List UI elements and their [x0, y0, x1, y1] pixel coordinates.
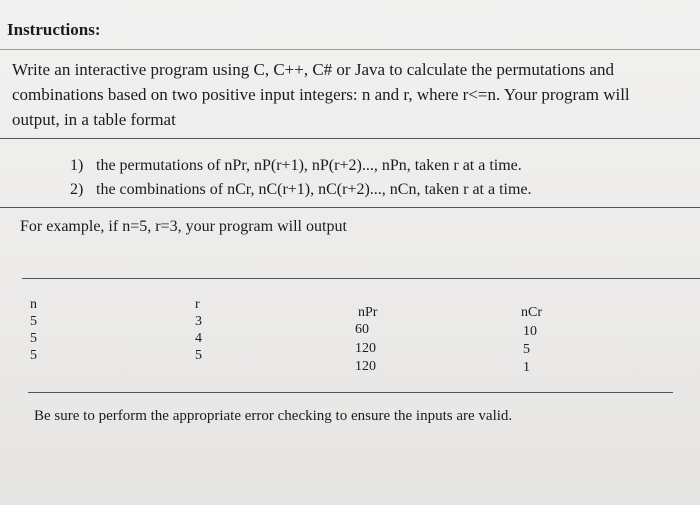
example-text: For example, if n=5, r=3, your program will output [20, 218, 347, 235]
cell-ncr: 1 [523, 360, 530, 375]
intro-divider [0, 138, 700, 139]
list-item-number: 2) [70, 181, 84, 198]
cell-npr: 60 [355, 322, 369, 337]
table-bottom-rule [28, 392, 673, 393]
table-top-rule [22, 278, 700, 279]
cell-npr: 120 [355, 359, 376, 374]
heading-divider [0, 49, 700, 50]
list-item-number: 1) [70, 157, 84, 174]
cell-ncr: 10 [523, 324, 537, 339]
header-ncr: nCr [521, 305, 542, 320]
intro-line-2: combinations based on two positive input integers: n and r, where r<=n. Your program will [12, 85, 630, 104]
cell-r: 3 [195, 314, 202, 329]
header-npr: nPr [358, 305, 378, 320]
cell-r: 5 [195, 348, 202, 363]
list-item-text: the combinations of nCr, nC(r+1), nC(r+2)..., nCn, taken r at a time. [96, 181, 532, 198]
intro-line-3: output, in a table format [12, 110, 176, 129]
cell-n: 5 [30, 314, 37, 329]
cell-ncr: 5 [523, 342, 530, 357]
cell-n: 5 [30, 331, 37, 346]
list-item-2 [70, 181, 532, 199]
cell-n: 5 [30, 348, 37, 363]
header-n: n [30, 297, 37, 312]
cell-npr: 120 [355, 341, 376, 356]
instructions-heading: Instructions: [7, 20, 101, 39]
footer-note: Be sure to perform the appropriate error checking to ensure the inputs are valid. [34, 408, 513, 424]
list-divider [0, 207, 700, 208]
header-r: r [195, 297, 200, 312]
cell-r: 4 [195, 331, 202, 346]
list-item-1 [70, 157, 522, 175]
list-item-text: the permutations of nPr, nP(r+1), nP(r+2)..., nPn, taken r at a time. [96, 157, 522, 174]
intro-line-1: Write an interactive program using C, C++, C# or Java to calculate the permutations and [12, 60, 614, 79]
